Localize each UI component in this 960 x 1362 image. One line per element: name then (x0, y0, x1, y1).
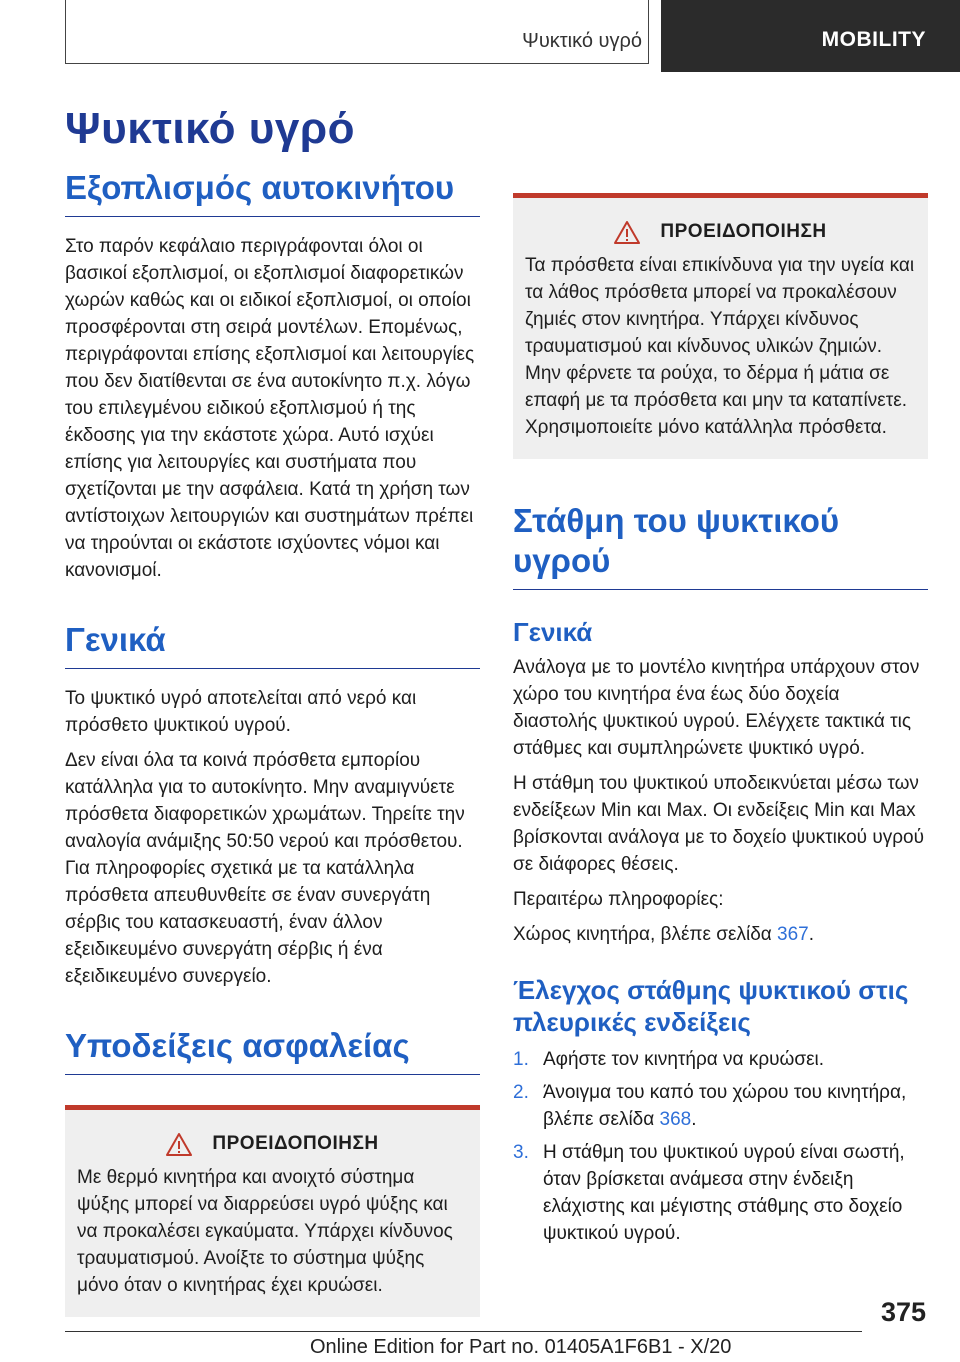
warning-box-hot-engine (65, 1105, 480, 1317)
warning-triangle-icon (614, 220, 640, 244)
page-title: Ψυκτικό υγρό (65, 104, 355, 153)
step-number: 2. (513, 1082, 529, 1103)
header-tab-mobility (661, 0, 960, 72)
list-item (513, 1079, 928, 1133)
step-text-body: Άνοιγμα του καπό του χώρου του κινητήρα, βλέπε σελίδα (543, 1082, 907, 1130)
footer-divider (65, 1331, 862, 1332)
general-text-1: Το ψυκτικό υγρό αποτελείται από νερό και πρόσθετο ψυκτικού υγρού. (65, 688, 417, 736)
level-text-1: Ανάλογα με το μοντέλο κινητήρα υπάρχουν στον χώρο του κινητήρα ένα έως δύο δοχεία διαστολής ψυκτικού υγρού. Ελέγχετε τακτικά τις στάθμες και συμπληρώνετε ψυκτικό υγρό. (513, 657, 920, 759)
level-text-2: Η στάθμη του ψυκτικού υποδεικνύεται μέσω των ενδείξεων Min και Max. Οι ενδείξεις Min και Max βρίσκονται ανάλογα με το δοχείο ψυκτικού υγρού σε διάφορες θέσεις. (513, 773, 924, 875)
subheading-check-level: Έλεγχος στάθμης ψυκτικού στις πλευρικές ενδείξεις (513, 975, 909, 1037)
step-number: 3. (513, 1142, 529, 1163)
list-item (513, 1139, 928, 1247)
footer-edition: Online Edition for Part no. 01405A1F6B1 - X/20 (310, 1336, 732, 1358)
left-column (65, 168, 480, 1317)
engine-bay-reference (513, 921, 928, 948)
reference-text: Χώρος κινητήρα, βλέπε σελίδα (513, 924, 778, 945)
equipment-text: Στο παρόν κεφάλαιο περιγράφονται όλοι οι βασικοί εξοπλισμοί, οι εξοπλισμοί διαφορετικών χωρών καθώς και οι ειδικοί εξοπλισμοί, οι οποίοι προσφέρονται στη σειρά μοντέλων. Επομένως, περιγράφονται επίσης εξοπλισμοί και λειτουργίες που δεν διατίθενται σε ένα αυτοκίνητο π.χ. λόγω του επιλεγμένου ειδικού εξοπλισμού ή της έκδοσης για την εκάστοτε χώρα. Αυτό ισχύει επίσης για λειτουργίες και συστήματα που σχετίζονται με την ασφάλεια. Κατά τη χρήση των αντίστοιχων λειτουργιών και συστημάτων πρέπει να τηρούνται οι εκάστοτε ισχύοντες νόμοι και κανονισμοί. (65, 236, 475, 581)
steps-list (513, 1046, 928, 1247)
step-text (543, 1139, 928, 1247)
warning-header (77, 1132, 468, 1156)
level-text-3: Περαιτέρω πληροφορίες: (513, 889, 724, 910)
warning-text: Με θερμό κινητήρα και ανοιχτό σύστημα ψύξης μπορεί να διαρρεύσει υγρό ψύξης και να προκαλέσει εγκαύματα. Υπάρχει κίνδυνος τραυματισμού. Ανοίξτε το σύστημα ψύξης μόνο όταν ο κινητήρας έχει κρυώσει. (77, 1167, 453, 1296)
header-tab-label: MOBILITY (821, 28, 926, 51)
heading-general: Γενικά (65, 620, 480, 669)
step-text-body: Αφήστε τον κινητήρα να κρυώσει. (543, 1049, 825, 1070)
reference-end: . (808, 924, 815, 945)
step-text-body: Η στάθμη του ψυκτικού υγρού είναι σωστή, όταν βρίσκεται ανάμεσα στην ένδειξη ελάχιστης και μέγιστης στάθμης στο δοχείο ψυκτικού υγρού. (543, 1142, 905, 1244)
general-text-2: Δεν είναι όλα τα κοινά πρόσθετα εμπορίου κατάλληλα για το αυτοκίνητο. Μην αναμιγνύετε πρόσθετα διαφορετικών χρωμάτων. Τηρείτε την αναλογία ανάμιξης 50:50 νερού και πρόσθετου. Για πληροφορίες σχετικά με τα κατάλληλα πρόσθετα απευθυνθείτε σε έναν συνεργάτη σέρβις του κατασκευαστή, έναν άλλον εξειδικευμένο συνεργάτη σέρβις ή ένα εξειδικευμένο συνεργείο. (65, 750, 465, 987)
warning-header (525, 220, 916, 244)
warning-triangle-icon (166, 1132, 192, 1156)
step-number: 1. (513, 1049, 529, 1070)
heading-safety: Υποδείξεις ασφαλείας (65, 1026, 480, 1075)
page-link-368[interactable]: 368 (659, 1109, 692, 1130)
right-column (513, 193, 928, 1253)
list-item (513, 1046, 928, 1073)
heading-coolant-level: Στάθμη του ψυκτικού υγρού (513, 501, 928, 590)
warning-text: Τα πρόσθετα είναι επικίνδυνα για την υγεία και τα λάθος πρόσθετα μπορεί να προκαλέσουν ζημιές στον κινητήρα. Υπάρχει κίνδυνος τραυματισμού και κίνδυνος υλικών ζημιών. Μην φέρνετε τα ρούχα, το δέρμα ή μάτια σε επαφή με τα πρόσθετα και μην τα καταπίνετε. Χρησιμοποιείτε μόνο κατάλληλα πρόσθετα. (525, 255, 915, 438)
warning-title: ΠΡΟΕΙΔΟΠΟΙΗΣΗ (660, 221, 827, 242)
header-section-title: Ψυκτικό υγρό (522, 30, 642, 52)
page-link-367[interactable]: 367 (777, 924, 809, 945)
step-text-end: . (691, 1109, 697, 1130)
step-text (543, 1046, 824, 1073)
warning-title: ΠΡΟΕΙΔΟΠΟΙΗΣΗ (212, 1133, 379, 1154)
heading-equipment: Εξοπλισμός αυτοκινήτου (65, 168, 480, 217)
warning-box-additives (513, 193, 928, 459)
step-text (543, 1079, 928, 1133)
subheading-general: Γενικά (513, 617, 593, 647)
page-number: 375 (880, 1297, 926, 1327)
